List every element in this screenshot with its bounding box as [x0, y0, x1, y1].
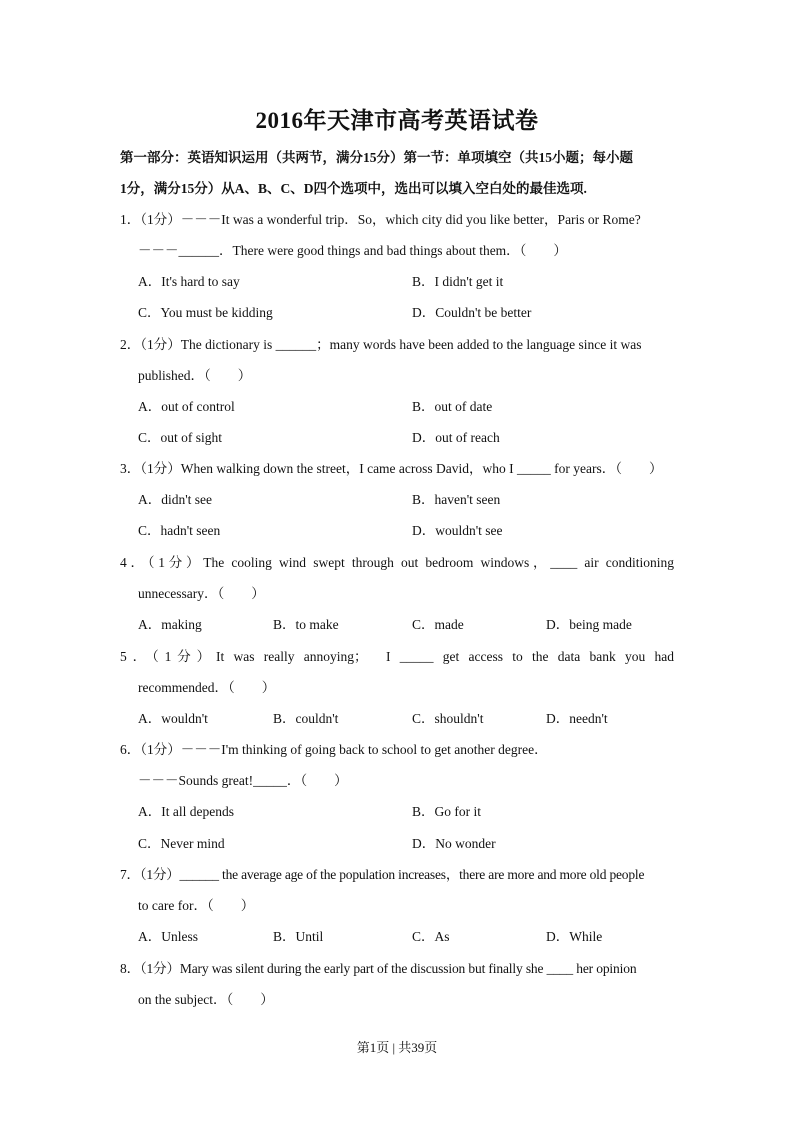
question-6-stem-cont: －－－Sounds great!_____．（ ） [138, 773, 348, 788]
question-6-option-c[interactable]: C．Never mind [138, 836, 225, 851]
question-4-option-c[interactable]: C．made [412, 617, 464, 632]
question-2-option-d[interactable]: D．out of reach [412, 430, 500, 445]
question-3-option-a[interactable]: A．didn't see [138, 492, 213, 507]
question-3-option-c[interactable]: C．hadn't seen [138, 523, 221, 538]
question-6-option-b[interactable]: B．Go for it [412, 804, 481, 819]
question-2-option-b[interactable]: B．out of date [412, 399, 493, 414]
question-6-stem: 6．（1分）－－－I'm thinking of going back to school to get another degree． [120, 742, 548, 757]
section-instructions-line-2: 1分，满分15分）从A、B、C、D四个选项中，选出可以填入空白处的最佳选项. [120, 181, 587, 196]
question-1-stem: 1．（1分）－－－It was a wonderful trip．So，which city did you like better，Paris or Rome? [120, 212, 641, 227]
question-2-stem-cont: published．（ ） [138, 368, 252, 383]
question-3-option-b[interactable]: B．haven't seen [412, 492, 501, 507]
question-6-option-a[interactable]: A．It all depends [138, 804, 234, 819]
question-7-option-a[interactable]: A．Unless [138, 929, 198, 944]
question-4-stem-cont: unnecessary．（ ） [138, 586, 265, 601]
question-4-stem: 4．（1分）The cooling wind swept through out bedroom windows，____ air conditioning [120, 555, 674, 570]
question-8-stem: 8．（1分）Mary was silent during the early part of the discussion but finally she ____ her opinion [120, 961, 637, 976]
question-7-option-c[interactable]: C．As [412, 929, 450, 944]
question-2-option-c[interactable]: C．out of sight [138, 430, 223, 445]
question-1-option-c[interactable]: C．You must be kidding [138, 305, 273, 320]
question-5-stem: 5．（1分）It was really annoying； I _____ get access to the data bank you had [120, 649, 674, 664]
question-2-option-a[interactable]: A．out of control [138, 399, 235, 414]
question-4-option-a[interactable]: A．making [138, 617, 202, 632]
question-4-option-b[interactable]: B．to make [273, 617, 339, 632]
question-7-stem: 7．（1分）______ the average age of the population increases，there are more and more old people [120, 867, 645, 882]
question-7-option-b[interactable]: B．Until [273, 929, 324, 944]
question-5-option-c[interactable]: C．shouldn't [412, 711, 484, 726]
page-title: 2016年天津市高考英语试卷 [255, 108, 539, 133]
question-3-stem: 3．（1分）When walking down the street，I came across David，who I _____ for years．（ ） [120, 461, 663, 476]
question-7-option-d[interactable]: D．While [546, 929, 603, 944]
question-2-stem: 2．（1分）The dictionary is ______；many words have been added to the language since it was [120, 337, 642, 352]
question-1-option-d[interactable]: D．Couldn't be better [412, 305, 532, 320]
question-3-option-d[interactable]: D．wouldn't see [412, 523, 503, 538]
question-5-option-b[interactable]: B．couldn't [273, 711, 339, 726]
question-1-option-b[interactable]: B．I didn't get it [412, 274, 504, 289]
question-1-option-a[interactable]: A．It's hard to say [138, 274, 240, 289]
question-4-option-d[interactable]: D．being made [546, 617, 632, 632]
section-instructions-line-1: 第一部分：英语知识运用（共两节，满分15分）第一节：单项填空（共15小题；每小题 [120, 150, 633, 165]
question-6-option-d[interactable]: D．No wonder [412, 836, 496, 851]
question-1-stem-cont: －－－______．There were good things and bad things about them．（ ） [138, 243, 567, 258]
question-8-stem-cont: on the subject．（ ） [138, 992, 274, 1007]
question-5-option-d[interactable]: D．needn't [546, 711, 608, 726]
page-footer: 第1页 | 共39页 [356, 1040, 438, 1055]
question-5-stem-cont: recommended．（ ） [138, 680, 276, 695]
question-5-option-a[interactable]: A．wouldn't [138, 711, 208, 726]
question-7-stem-cont: to care for．（ ） [138, 898, 255, 913]
